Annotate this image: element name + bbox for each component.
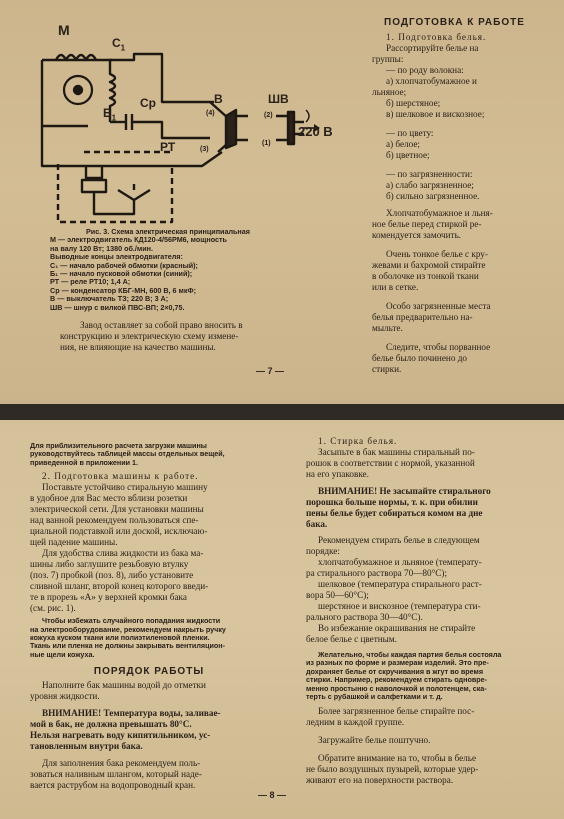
filling-text bbox=[30, 758, 268, 791]
label-n4: (4) bbox=[206, 110, 215, 117]
text-line: Засыпьте в бак машины стиральный по- bbox=[318, 447, 475, 457]
text-line: шины либо заглушите резьбовую втулку bbox=[30, 559, 189, 570]
text-line: группы: bbox=[372, 54, 404, 64]
text-line: Очень тонкое белье с кру- bbox=[386, 249, 488, 259]
text-line: а) хлопчатобумажное и bbox=[386, 76, 477, 86]
label-voltage: 220 В bbox=[298, 124, 333, 139]
left-column bbox=[30, 442, 268, 791]
text-line: ра стирального раствора 70—80°С); bbox=[306, 568, 448, 578]
text-line: а) белое; bbox=[386, 139, 420, 149]
note-line: руководствуйтесь таблицей массы отдельных вещей, bbox=[30, 449, 225, 459]
attention-powder bbox=[306, 486, 546, 530]
text-line: Обратите внимание на то, чтобы в белье bbox=[318, 753, 477, 764]
text-line: Наполните бак машины водой до отметки bbox=[42, 680, 206, 691]
note-line: приведенной в приложении 1. bbox=[30, 457, 139, 467]
text-line: вается раструбом на водопроводный кран. bbox=[30, 780, 196, 791]
text-line: рального раствора 30—40°С). bbox=[306, 612, 423, 622]
label-b1: $Б_1$ bbox=[103, 106, 117, 123]
label-motor: M bbox=[58, 22, 70, 38]
text-line: белья предварительно на- bbox=[372, 312, 473, 322]
attention-line: тановленным внутри бака. bbox=[30, 741, 143, 752]
text-line: не было воздушных пузырей, которые удер- bbox=[306, 764, 479, 775]
label-relay: РТ bbox=[160, 140, 176, 154]
page-gap bbox=[0, 404, 564, 420]
text-line: рошок в соответствии с нормой, указанной bbox=[306, 458, 475, 468]
text-line: Для удобства слива жидкости из бака ма- bbox=[42, 548, 204, 559]
label-n3: (3) bbox=[200, 146, 209, 153]
note-line: ния, не влияющие на качество машины. bbox=[60, 342, 216, 352]
text-line: ное белье перед стиркой ре- bbox=[372, 219, 482, 229]
attention-temperature bbox=[30, 708, 268, 752]
attention-line: Нельзя нагревать воду кипятильником, ус- bbox=[30, 730, 211, 741]
text-line: Во избежание окрашивания не стирайте bbox=[318, 623, 476, 633]
text-line: Более загрязненное белье стирайте пос- bbox=[318, 706, 475, 717]
warning-line: ные щели кожуха. bbox=[30, 649, 95, 659]
text-line: 2. Подготовка машины к работе. bbox=[42, 471, 199, 482]
text-line: на его упаковке. bbox=[306, 469, 369, 479]
warning-line: кожуха куском ткани или полиэтиленовой пленки. bbox=[30, 633, 210, 643]
right-column bbox=[306, 436, 546, 786]
text-line: шелковое (температура стирального раст- bbox=[318, 579, 482, 589]
caption-line: М — электродвигатель КД120-4/56РМ6, мощность bbox=[50, 235, 227, 245]
attention-line: бака. bbox=[306, 519, 328, 529]
text-line: льняное; bbox=[372, 87, 407, 97]
order-text bbox=[30, 680, 268, 702]
text-line: Следите, чтобы порванное bbox=[386, 342, 491, 352]
page-7 bbox=[0, 0, 564, 404]
text-line: щей падение машины. bbox=[30, 537, 118, 548]
text-line: стирки. bbox=[372, 364, 402, 374]
section-title: ПОДГОТОВКА К РАБОТЕ bbox=[384, 17, 525, 28]
caption-line: ШВ — шнур с вилкой ПВС-ВП; 2×0,75. bbox=[50, 302, 185, 312]
order-title: ПОРЯДОК РАБОТЫ bbox=[93, 666, 205, 678]
attention-line: ВНИМАНИЕ! Температура воды, заливае- bbox=[42, 708, 221, 719]
text-line: (поз. 7) пробкой (поз. 8), либо установите bbox=[30, 570, 194, 581]
text-line: Хлопчатобумажное и льня- bbox=[386, 208, 493, 218]
warning-line: Ткань или пленка не должны закрывать вентиляцион- bbox=[30, 641, 226, 651]
text-line: циальной подставкой или доской, исключаю- bbox=[30, 526, 208, 537]
attention-line: мой в бак, не должна превышать 80°С. bbox=[30, 719, 192, 730]
final-text bbox=[306, 706, 546, 786]
washing-order-text bbox=[306, 535, 546, 645]
label-c1: $C_1$ bbox=[112, 36, 126, 53]
batch-note bbox=[306, 651, 546, 701]
text-line: порядке: bbox=[306, 546, 340, 556]
preparation-text bbox=[372, 32, 544, 375]
page-8 bbox=[0, 420, 564, 819]
text-line: белое белье с цветным. bbox=[306, 634, 397, 644]
caption-line: В — выключатель ТЗ; 220 В; 3 А; bbox=[50, 294, 169, 304]
text-line: (см. рис. 1). bbox=[30, 603, 76, 614]
note-line: Завод оставляет за собой право вносить в bbox=[80, 320, 243, 330]
note-line: терть с рубашкой и салфетками и т. д. bbox=[306, 692, 443, 702]
warning-line: Чтобы избежать случайного попадания жидкости bbox=[42, 616, 221, 626]
text-line: жевами и бахромой стирайте bbox=[372, 260, 486, 270]
text-line: 1. Стирка белья. bbox=[318, 436, 398, 446]
text-line: зоваться наливным шлангом, который наде- bbox=[30, 769, 202, 780]
note-line: конструкцию и электрическую схему измене- bbox=[60, 331, 239, 341]
text-line: хлопчатобумажное и льняное (температу- bbox=[318, 557, 482, 567]
text-line: электрической сети. Для установки машины bbox=[30, 504, 204, 515]
text-line: те в прорезь «А» у верхней кромки бака bbox=[30, 592, 187, 603]
electrical-warning bbox=[30, 617, 268, 659]
text-line: б) шерстяное; bbox=[386, 98, 441, 108]
text-line: сливной шланг, второй конец которого введи- bbox=[30, 581, 209, 592]
note-line: Желательно, чтобы каждая партия белья состояла bbox=[318, 650, 502, 659]
note-line: Для приблизительного расчета загрузки машины bbox=[30, 441, 207, 450]
text-line: б) цветное; bbox=[386, 150, 430, 160]
text-line: в оболочке из тонкой ткани bbox=[372, 271, 479, 281]
washing-text bbox=[306, 436, 546, 480]
page-number: — 7 — bbox=[256, 366, 285, 376]
text-line: Для заполнения бака рекомендуем поль- bbox=[42, 758, 201, 769]
text-line: — по загрязненности: bbox=[386, 169, 473, 179]
text-line: — по роду волокна: bbox=[386, 65, 464, 75]
electrical-schematic bbox=[14, 14, 334, 250]
attention-line: порошка больше нормы, т. к. при обилии bbox=[306, 497, 478, 507]
label-n2: (2) bbox=[264, 112, 273, 119]
text-line: уровня жидкости. bbox=[30, 691, 100, 702]
caption-line: Рис. 3. Схема электрическая принципиальная bbox=[86, 227, 250, 236]
caption-line: Ср — конденсатор КБГ-МН, 600 В, 6 мкФ; bbox=[50, 285, 196, 295]
text-line: белье было починено до bbox=[372, 353, 467, 363]
note-line: стирки. Например, рекомендуем стирать одновре- bbox=[306, 675, 488, 685]
text-line: Поставьте устойчиво стиральную машину bbox=[42, 482, 208, 493]
text-line: б) сильно загрязненное. bbox=[386, 191, 480, 201]
note-line: из разных по форме и размерам изделий. Это пре- bbox=[306, 658, 489, 668]
text-line: ледним в каждой группе. bbox=[306, 717, 405, 728]
label-n1: (1) bbox=[262, 140, 271, 147]
text-line: а) слабо загрязненное; bbox=[386, 180, 474, 190]
text-line: Загружайте белье поштучно. bbox=[318, 735, 431, 746]
text-line: мыльте. bbox=[372, 323, 403, 333]
text-line: над ванной рекомендуем пользоваться спе- bbox=[30, 515, 199, 526]
text-line: Рекомендуем стирать белье в следующем bbox=[318, 535, 480, 545]
manufacturer-note bbox=[60, 320, 350, 353]
note-line: дохраняет белье от скручивания в жгут во время bbox=[306, 666, 484, 676]
text-line: в удобное для Вас место вблизи розетки bbox=[30, 493, 188, 504]
caption-line: Б₁ — начало пусковой обмотки (синий); bbox=[50, 269, 193, 279]
machine-preparation-text bbox=[30, 471, 268, 614]
text-line: комендуется замочить. bbox=[372, 230, 462, 240]
caption-line: РТ — реле РТ10; 1,4 А; bbox=[50, 277, 131, 287]
text-line: в) шелковое и вискозное; bbox=[386, 109, 485, 119]
page-number: — 8 — bbox=[258, 790, 287, 800]
label-switch: В bbox=[214, 92, 223, 106]
note-line: менно простыню с наволочкой и полотенцем, ска- bbox=[306, 683, 487, 693]
text-line: живают его на поверхности раствора. bbox=[306, 775, 454, 786]
text-line: или в сетке. bbox=[372, 282, 419, 292]
text-line: вора 50—60°С); bbox=[306, 590, 369, 600]
text-line: шерстяное и вискозное (температура сти- bbox=[318, 601, 481, 611]
figure-caption bbox=[50, 228, 340, 312]
label-cord: ШВ bbox=[268, 92, 289, 106]
attention-line: пены белье будет собираться комом на дне bbox=[306, 508, 483, 518]
label-capacitor: Ср bbox=[140, 96, 156, 110]
load-note bbox=[30, 442, 268, 467]
text-line: 1. Подготовка белья. bbox=[386, 32, 487, 42]
text-line: Рассортируйте белье на bbox=[386, 43, 479, 53]
caption-line: на валу 120 Вт; 1380 об./мин. bbox=[50, 243, 154, 253]
text-line: — по цвету: bbox=[386, 128, 434, 138]
warning-line: на электрооборудование, рекомендуем накрыть ручку bbox=[30, 624, 226, 634]
attention-line: ВНИМАНИЕ! Не засыпайте стирального bbox=[318, 486, 491, 496]
text-line: Особо загрязненные места bbox=[386, 301, 491, 311]
caption-line: Выводные концы электродвигателя: bbox=[50, 252, 183, 262]
caption-line: С₁ — начало рабочей обмотки (красный); bbox=[50, 260, 198, 270]
